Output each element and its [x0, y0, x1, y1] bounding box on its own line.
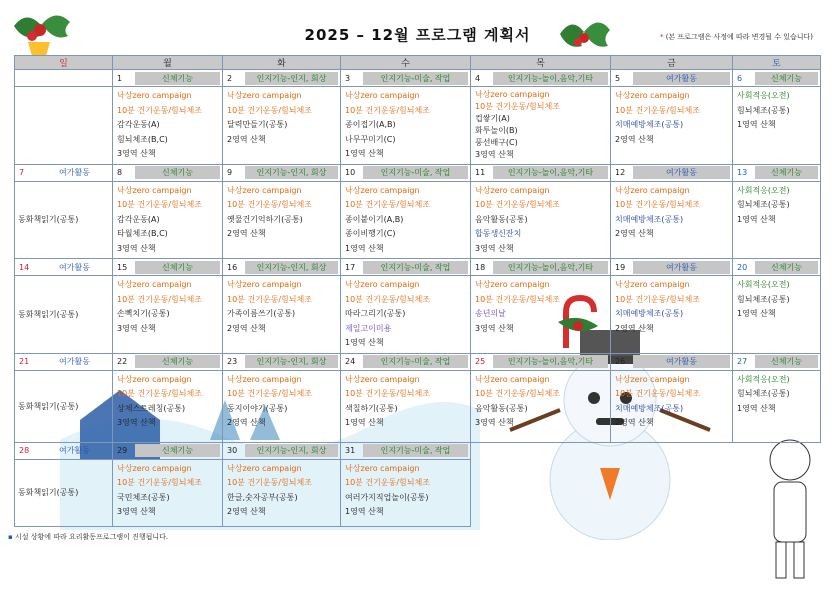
category-label: 여가활동 — [59, 357, 90, 366]
activity-line: 제일고이미용 — [345, 323, 392, 333]
activity-line: 낙상zero campaign — [475, 90, 550, 99]
date-number: 7 — [19, 168, 25, 177]
footer-note — [8, 532, 168, 542]
date-number: 29 — [117, 446, 128, 455]
week-2-thu-header — [471, 164, 611, 181]
activity-line: 1영역 산책 — [345, 418, 384, 427]
week-4-sat-cell — [733, 370, 821, 442]
week-1-tue-cell — [223, 87, 341, 165]
activity-line: 송년의날 — [475, 309, 506, 318]
activity-line: 10분 건기운동/힘뇌체조 — [475, 389, 560, 398]
weekday-sat: 토 — [733, 56, 821, 70]
category-label: 신체기능 — [755, 355, 818, 368]
date-number: 17 — [345, 262, 356, 272]
category-label: 인지기능-미술, 작업 — [363, 72, 468, 85]
week-5-sun-header — [15, 442, 113, 459]
category-label: 인지기능-인지, 회상 — [245, 72, 338, 85]
activity-line: 낙상zero campaign — [227, 374, 302, 384]
activity-line: 여러가지직업놀이(공통) — [345, 492, 429, 502]
activity-line: 1영역 산책 — [737, 403, 776, 413]
weekday-mon: 월 — [113, 56, 223, 70]
activity-line: 따라그리기(공통) — [345, 309, 406, 318]
activity-line: 1영역 산책 — [737, 214, 776, 224]
date-number: 28 — [19, 446, 30, 455]
sunday-activity: 동화책읽기(공통) — [18, 488, 79, 497]
activity-line: 2영역 산책 — [227, 134, 266, 144]
activity-line: 10분 건기운동/힘뇌체조 — [117, 200, 202, 209]
activity-line: 국민체조(공통) — [117, 492, 170, 502]
date-number: 16 — [227, 262, 238, 272]
week-4-thu-cell — [471, 370, 611, 442]
activity-line: 10분 건기운동/힘뇌체조 — [345, 105, 430, 115]
week-3-mon-cell — [113, 276, 223, 354]
date-number: 31 — [345, 446, 356, 455]
activity-line: 풍선배구(C) — [475, 138, 518, 147]
activity-line: 낙상zero campaign — [227, 91, 302, 100]
date-number: 15 — [117, 262, 128, 272]
activity-line: 화투놀이(B) — [475, 126, 518, 135]
footer-text: 시설 상황에 따라 요리활동프로그램이 진행됩니다. — [14, 533, 169, 541]
week-4-mon-header — [113, 353, 223, 370]
activity-line: 색칠하기(공통) — [345, 403, 398, 413]
category-label: 인지기능-인지, 회상 — [245, 166, 338, 179]
week-1-activity-row — [15, 87, 821, 165]
activity-line: 10분 건기운동/힘뇌체조 — [345, 478, 430, 487]
week-2-tue-cell — [223, 181, 341, 259]
activity-line: 낙상zero campaign — [227, 280, 302, 289]
activity-line: 3영역 산책 — [475, 418, 514, 427]
activity-line: 낙상zero campaign — [117, 374, 192, 384]
activity-line: 낙상zero campaign — [615, 374, 690, 384]
activity-line: 사회적응(오전) — [737, 374, 790, 384]
program-calendar — [14, 55, 821, 527]
date-number: 18 — [475, 262, 486, 272]
activity-line: 3영역 산책 — [117, 243, 156, 253]
activity-line: 힘뇌체조(공통) — [737, 105, 790, 115]
week-2-sun-header — [15, 164, 113, 181]
category-label: 인지기능-놀이,음악,기타 — [493, 355, 608, 368]
activity-line: 감각운동(A) — [117, 120, 160, 129]
activity-line: 감각운동(A) — [117, 214, 160, 224]
activity-line: 10분 건기운동/힘뇌체조 — [227, 389, 312, 398]
activity-line: 낙상zero campaign — [345, 280, 420, 289]
activity-line: 1영역 산책 — [737, 309, 776, 318]
week-4-mon-cell — [113, 370, 223, 442]
week-5-wed-cell — [341, 459, 471, 526]
activity-line: 낙상zero campaign — [227, 463, 302, 473]
activity-line: 종이비행기(C) — [345, 229, 396, 238]
week-2-wed-header — [341, 164, 471, 181]
notice-text: (본 프로그램은 사정에 따라 변경될 수 있습니다) — [665, 33, 813, 41]
week-4-wed-header — [341, 353, 471, 370]
activity-line: 10분 건기운동/힘뇌체조 — [615, 200, 700, 209]
weekday-sun: 일 — [15, 56, 113, 70]
week-5-thu-empty — [471, 442, 611, 459]
date-number: 12 — [615, 168, 626, 177]
activity-line: 치매예방체조(공통) — [615, 309, 684, 318]
activity-line: 낙상zero campaign — [475, 280, 550, 289]
week-4-sun-cell — [15, 370, 113, 442]
week-2-mon-header — [113, 164, 223, 181]
activity-line: 10분 건기운동/힘뇌체조 — [345, 389, 430, 398]
week-3-thu-header — [471, 259, 611, 276]
category-label: 인지기능-놀이,음악,기타 — [493, 166, 608, 179]
sunday-activity: 동화책읽기(공통) — [18, 309, 79, 319]
week-4-wed-cell — [341, 370, 471, 442]
activity-line: 10분 건기운동/힘뇌체조 — [117, 294, 202, 304]
activity-line: 옛물건기억하기(공통) — [227, 214, 303, 224]
footer-bullet: ▪ — [8, 533, 13, 541]
week-5-sat-blank — [733, 459, 821, 526]
notice-star: * — [659, 33, 664, 41]
week-2-tue-header — [223, 164, 341, 181]
activity-line: 1영역 산책 — [345, 149, 384, 158]
activity-line: 2영역 산책 — [227, 229, 266, 238]
page-title: 2025 – 12월 프로그램 계획서 — [304, 26, 531, 44]
week-4-sun-header — [15, 353, 113, 370]
category-label: 여가활동 — [633, 355, 730, 368]
week-1-fri-cell — [611, 87, 733, 165]
week-5-mon-header — [113, 442, 223, 459]
week-4-fri-header — [611, 353, 733, 370]
week-3-tue-header — [223, 259, 341, 276]
activity-line: 음악활동(공통) — [475, 403, 528, 413]
activity-line: 치매예방체조(공통) — [615, 120, 684, 129]
category-label: 신체기능 — [755, 72, 818, 85]
category-label: 신체기능 — [135, 444, 220, 457]
week-1-sat-header — [733, 70, 821, 87]
category-label: 인지기능-인지, 회상 — [245, 355, 338, 368]
category-label: 신체기능 — [755, 166, 818, 179]
week-4-thu-header — [471, 353, 611, 370]
activity-line: 2영역 산책 — [227, 507, 266, 516]
category-label: 여가활동 — [633, 72, 730, 85]
activity-line: 낙상zero campaign — [227, 185, 302, 195]
activity-line: 낙상zero campaign — [615, 185, 690, 195]
week-2-mon-cell — [113, 181, 223, 259]
date-number: 19 — [615, 262, 626, 272]
week-1-thu-cell — [471, 87, 611, 165]
week-2-wed-cell — [341, 181, 471, 259]
activity-line: 3영역 산책 — [117, 507, 156, 516]
category-label: 신체기능 — [135, 72, 220, 85]
activity-line: 2영역 산책 — [615, 229, 654, 238]
activity-line: 낙상zero campaign — [117, 280, 192, 289]
activity-line: 1영역 산책 — [345, 507, 384, 516]
date-number: 3 — [345, 73, 351, 83]
week-5-activity-row — [15, 459, 821, 526]
activity-line: 한글,숫자공부(공통) — [227, 492, 298, 502]
week-2-sat-cell — [733, 181, 821, 259]
week-2-sat-header — [733, 164, 821, 181]
activity-line: 3영역 산책 — [117, 149, 156, 158]
date-number: 8 — [117, 168, 123, 177]
week-2-fri-cell — [611, 181, 733, 259]
week-3-fri-cell — [611, 276, 733, 354]
category-label: 신체기능 — [135, 166, 220, 179]
week-1-wed-header — [341, 70, 471, 87]
activity-line: 낙상zero campaign — [117, 91, 192, 100]
date-number: 2 — [227, 73, 233, 83]
date-number: 25 — [475, 357, 486, 366]
activity-line: 10분 건기운동/힘뇌체조 — [227, 294, 312, 304]
week-2-sun-cell — [15, 181, 113, 259]
week-3-tue-cell — [223, 276, 341, 354]
activity-line: 힘뇌체조(공통) — [737, 294, 790, 304]
activity-line: 힘뇌체조(B,C) — [117, 134, 168, 144]
week-5-sun-cell — [15, 459, 113, 526]
category-label: 인지기능-놀이,음악,기타 — [493, 261, 608, 274]
category-label: 인지기능-미술, 작업 — [363, 261, 468, 274]
week-5-sat-empty — [733, 442, 821, 459]
week-3-sat-cell — [733, 276, 821, 354]
weekday-thu: 목 — [471, 56, 611, 70]
category-label: 여가활동 — [59, 262, 90, 272]
activity-line: 10분 건기운동/힘뇌체조 — [227, 200, 312, 209]
date-number: 30 — [227, 446, 238, 455]
activity-line: 2영역 산책 — [615, 323, 654, 333]
activity-line: 동지이야기(공통) — [227, 403, 288, 413]
activity-line: 합동생신잔치 — [475, 229, 522, 238]
schedule-notice — [660, 32, 813, 42]
activity-line: 10분 건기운동/힘뇌체조 — [345, 200, 430, 209]
activity-line: 낙상zero campaign — [615, 280, 690, 289]
week-3-sat-header — [733, 259, 821, 276]
activity-line: 3영역 산책 — [475, 243, 514, 253]
week-5-date-row — [15, 442, 821, 459]
week-4-activity-row — [15, 370, 821, 442]
date-number: 23 — [227, 357, 238, 366]
week-2-thu-cell — [471, 181, 611, 259]
week-4-tue-cell — [223, 370, 341, 442]
activity-line: 3영역 산책 — [117, 418, 156, 427]
week-3-date-row — [15, 259, 821, 276]
week-3-wed-cell — [341, 276, 471, 354]
week-1-sat-cell — [733, 87, 821, 165]
activity-line: 10분 건기운동/힘뇌체조 — [117, 389, 202, 398]
activity-line: 2영역 산책 — [615, 418, 654, 427]
activity-line: 치매예방체조(공통) — [615, 403, 684, 413]
activity-line: 3영역 산책 — [475, 323, 514, 333]
activity-line: 낙상zero campaign — [475, 185, 550, 195]
week-1-wed-cell — [341, 87, 471, 165]
activity-line: 10분 건기운동/힘뇌체조 — [227, 105, 312, 115]
date-number: 22 — [117, 357, 128, 366]
activity-line: 2영역 산책 — [615, 134, 654, 144]
week-1-mon-cell — [113, 87, 223, 165]
category-label: 인지기능-놀이,음악,기타 — [493, 72, 608, 85]
date-number: 4 — [475, 73, 481, 83]
date-number: 21 — [19, 357, 30, 366]
activity-line: 낙상zero campaign — [345, 185, 420, 195]
activity-line: 3영역 산책 — [475, 150, 514, 159]
activity-line: 낙상zero campaign — [615, 91, 690, 100]
week-3-thu-cell — [471, 276, 611, 354]
activity-line: 1영역 산책 — [345, 338, 384, 347]
date-number: 20 — [737, 262, 748, 272]
week-4-date-row — [15, 353, 821, 370]
week-5-tue-header — [223, 442, 341, 459]
weekday-wed: 수 — [341, 56, 471, 70]
week-5-fri-blank — [611, 459, 733, 526]
activity-line: 10분 건기운동/힘뇌체조 — [227, 478, 312, 487]
category-label: 여가활동 — [633, 261, 730, 274]
category-label: 인지기능-미술, 작업 — [363, 444, 468, 457]
date-number: 10 — [345, 168, 356, 177]
activity-line: 힘뇌체조(공통) — [737, 200, 790, 209]
activity-line: 10분 건기운동/힘뇌체조 — [475, 294, 560, 304]
week-3-fri-header — [611, 259, 733, 276]
date-number: 5 — [615, 73, 621, 83]
activity-line: 손뼉치기(공통) — [117, 309, 170, 318]
week-3-sun-cell — [15, 276, 113, 354]
week-1-sun-cell — [15, 87, 113, 165]
activity-line: 10분 건기운동/힘뇌체조 — [615, 105, 700, 115]
activity-line: 낙상zero campaign — [117, 463, 192, 473]
week-1-thu-header — [471, 70, 611, 87]
activity-line: 타월체조(B,C) — [117, 229, 168, 238]
week-1-mon-header — [113, 70, 223, 87]
date-number: 27 — [737, 357, 748, 366]
category-label: 신체기능 — [135, 261, 220, 274]
category-label: 신체기능 — [755, 261, 818, 274]
activity-line: 종이접기(A,B) — [345, 120, 396, 129]
category-label: 인지기능-미술, 작업 — [363, 355, 468, 368]
category-label: 인지기능-인지, 회상 — [245, 444, 338, 457]
category-label: 여가활동 — [59, 168, 90, 177]
date-number: 24 — [345, 357, 356, 366]
week-2-fri-header — [611, 164, 733, 181]
activity-line: 1영역 산책 — [345, 243, 384, 253]
category-label: 여가활동 — [633, 166, 730, 179]
date-number: 6 — [737, 73, 743, 83]
week-1-fri-header — [611, 70, 733, 87]
date-number: 9 — [227, 168, 233, 177]
date-number: 11 — [475, 168, 486, 177]
week-4-fri-cell — [611, 370, 733, 442]
activity-line: 상체스트레칭(공통) — [117, 403, 186, 413]
date-number: 26 — [615, 357, 626, 366]
category-label: 여가활동 — [59, 446, 90, 455]
week-4-sat-header — [733, 353, 821, 370]
activity-line: 힘뇌체조(공통) — [737, 389, 790, 398]
activity-line: 사회적응(오전) — [737, 280, 790, 289]
week-5-wed-header — [341, 442, 471, 459]
activity-line: 치매예방체조(공통) — [615, 214, 684, 224]
activity-line: 10분 건기운동/힘뇌체조 — [475, 200, 560, 209]
week-1-tue-header — [223, 70, 341, 87]
activity-line: 컵쌓기(A) — [475, 114, 510, 123]
activity-line: 1영역 산책 — [737, 120, 776, 129]
activity-line: 낙상zero campaign — [475, 374, 550, 384]
activity-line: 3영역 산책 — [117, 323, 156, 333]
weekday-fri: 금 — [611, 56, 733, 70]
date-number: 14 — [19, 262, 30, 272]
week-3-wed-header — [341, 259, 471, 276]
week-3-sun-header — [15, 259, 113, 276]
activity-line: 낙상zero campaign — [345, 374, 420, 384]
activity-line: 음악활동(공통) — [475, 214, 528, 224]
week-5-fri-empty — [611, 442, 733, 459]
activity-line: 종이붙이기(A,B) — [345, 214, 404, 224]
week-5-mon-cell — [113, 459, 223, 526]
activity-line: 10분 건기운동/힘뇌체조 — [615, 389, 700, 398]
sunday-activity: 동화책읽기(공통) — [18, 401, 79, 411]
week-3-activity-row — [15, 276, 821, 354]
week-5-thu-blank — [471, 459, 611, 526]
activity-line: 10분 건기운동/힘뇌체조 — [117, 105, 202, 115]
week-1-date-row — [15, 70, 821, 87]
activity-line: 낙상zero campaign — [345, 91, 420, 100]
date-number: 13 — [737, 168, 748, 177]
activity-line: 사회적응(오전) — [737, 185, 790, 195]
weekday-tue: 화 — [223, 56, 341, 70]
date-number: 1 — [117, 73, 123, 83]
activity-line: 달력만들기(공통) — [227, 120, 288, 129]
activity-line: 2영역 산책 — [227, 418, 266, 427]
week-5-tue-cell — [223, 459, 341, 526]
activity-line: 10분 건기운동/힘뇌체조 — [475, 102, 560, 111]
activity-line: 10분 건기운동/힘뇌체조 — [345, 294, 430, 304]
category-label: 신체기능 — [135, 355, 220, 368]
category-label: 인지기능-인지, 회상 — [245, 261, 338, 274]
category-label: 인지기능-미술, 작업 — [363, 166, 468, 179]
week-3-mon-header — [113, 259, 223, 276]
activity-line: 나무꾸미기(C) — [345, 134, 396, 144]
activity-line: 낙상zero campaign — [117, 185, 192, 195]
activity-line: 10분 건기운동/힘뇌체조 — [117, 478, 202, 487]
week-2-activity-row — [15, 181, 821, 259]
activity-line: 10분 건기운동/힘뇌체조 — [615, 294, 700, 304]
activity-line: 가족이름쓰기(공통) — [227, 309, 296, 318]
week-2-date-row — [15, 164, 821, 181]
week-1-sun-header — [15, 70, 113, 87]
activity-line: 낙상zero campaign — [345, 463, 420, 473]
activity-line: 사회적응(오전) — [737, 91, 790, 100]
weekday-header-row — [15, 56, 821, 70]
sunday-activity: 동화책읽기(공통) — [18, 215, 79, 225]
activity-line: 2영역 산책 — [227, 323, 266, 333]
week-4-tue-header — [223, 353, 341, 370]
